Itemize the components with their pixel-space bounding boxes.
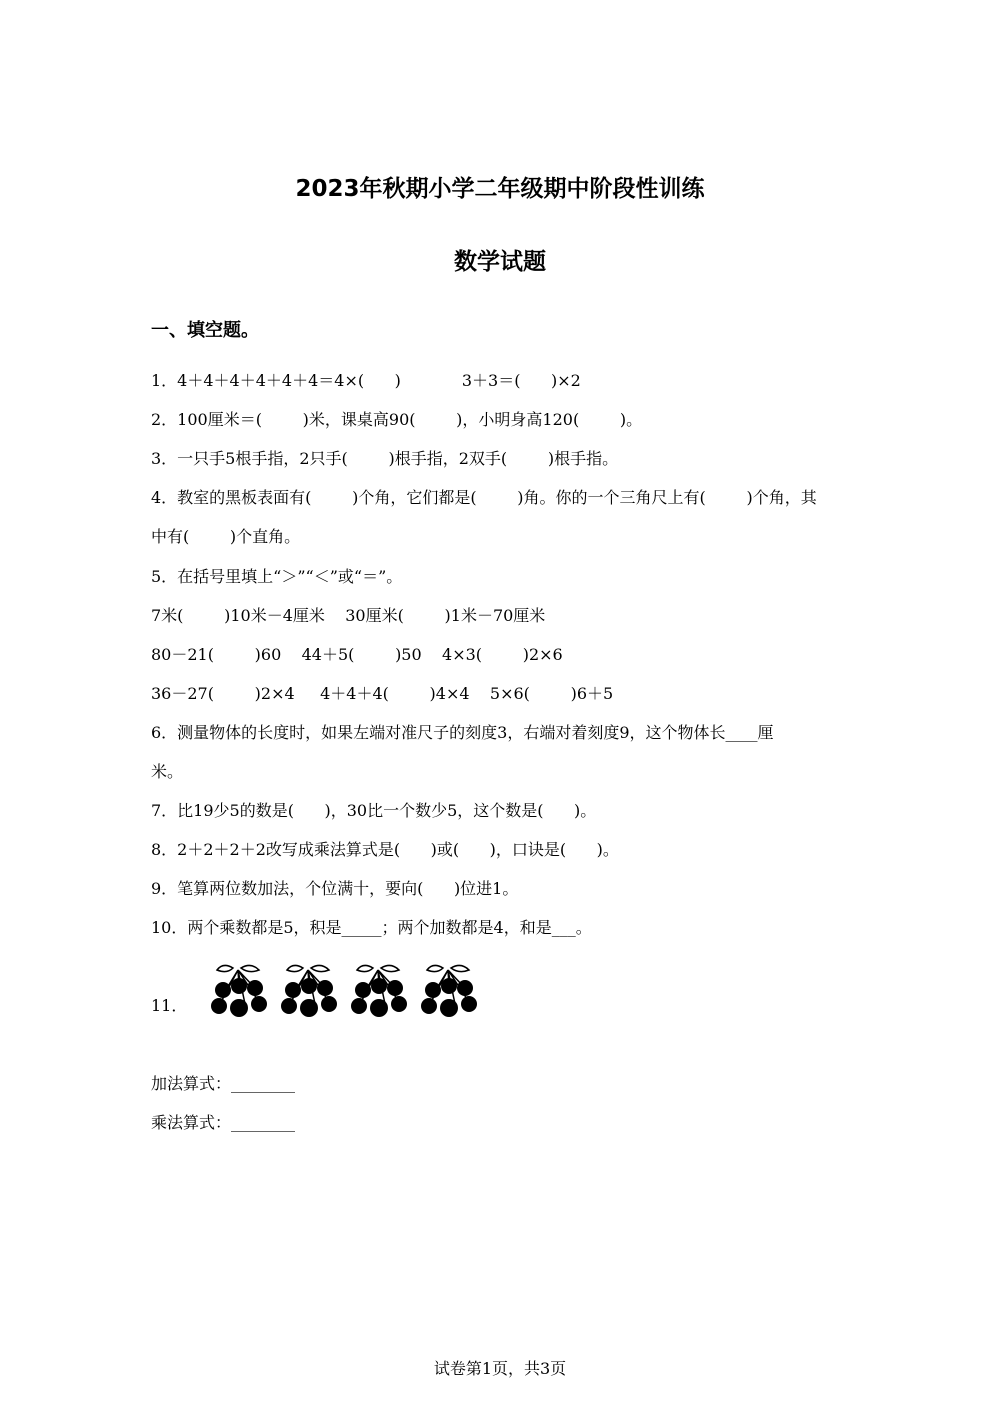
question-line: 4．教室的黑板表面有( )个角，它们都是( )角。你的一个三角尺上有( )个角，其	[151, 488, 817, 507]
cherry-bunch-icon	[211, 965, 267, 1017]
question-line: 7米( )10米－4厘米 30厘米( )1米－70厘米	[151, 606, 546, 625]
question-line: 米。	[151, 762, 184, 781]
cherry-illustration	[205, 958, 485, 1022]
question-line: 8．2＋2＋2＋2改写成乘法算式是( )或( )，口诀是( )。	[151, 840, 619, 859]
page-footer: 试卷第1页，共3页	[433, 1359, 567, 1378]
cherry-bunch-icon	[421, 965, 477, 1017]
question-line: 6．测量物体的长度时，如果左端对准尺子的刻度3，右端对着刻度9，这个物体长____厘	[151, 723, 774, 742]
question-line: 3．一只手5根手指，2只手( )根手指，2双手( )根手指。	[151, 449, 619, 468]
question-line: 36－27( )2×4 4＋4＋4( )4×4 5×6( )6＋5	[151, 684, 614, 703]
question-line: 中有( )个直角。	[151, 527, 301, 546]
question-line: 1．4＋4＋4＋4＋4＋4＝4×( ) 3＋3＝( )×2	[151, 371, 581, 390]
question-line: 7．比19少5的数是( )，30比一个数少5，这个数是( )。	[151, 801, 597, 820]
question-line: 10．两个乘数都是5，积是_____；两个加数都是4，和是___。	[151, 918, 592, 937]
exam-subtitle: 数学试题	[454, 249, 546, 275]
question-11-label: 11．	[151, 996, 188, 1015]
exam-title: 2023年秋期小学二年级期中阶段性训练	[295, 176, 705, 202]
question-line: 80－21( )60 44＋5( )50 4×3( )2×6	[151, 645, 563, 664]
question-line: 9．笔算两位数加法，个位满十，要向( )位进1。	[151, 879, 519, 898]
question-line: 5．在括号里填上“＞”“＜”或“＝”。	[151, 567, 403, 586]
question-line: 2．100厘米＝( )米，课桌高90( )，小明身高120( )。	[151, 410, 643, 429]
multiplication-expression-label: 乘法算式：________	[151, 1113, 296, 1132]
cherry-bunch-icon	[351, 965, 407, 1017]
addition-expression-label: 加法算式：________	[151, 1074, 296, 1093]
cherry-bunch-icon	[281, 965, 337, 1017]
section-heading: 一、填空题。	[151, 320, 259, 341]
